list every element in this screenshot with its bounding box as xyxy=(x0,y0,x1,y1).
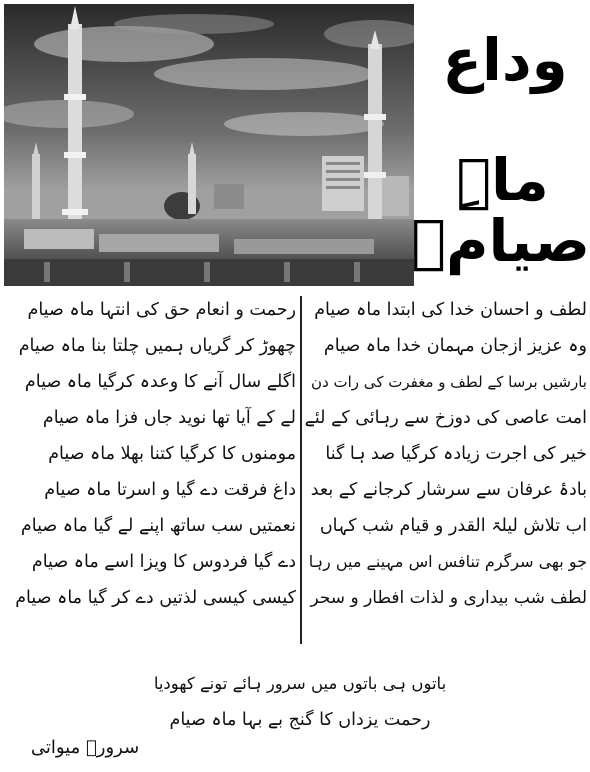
poem-line: اگلے سال آنے کا وعدہ کرگیا ماہ صیام xyxy=(24,372,296,392)
poem-line: مومنوں کا کرگیا کتنا بھلا ماہ صیام xyxy=(48,444,296,464)
poem-line: بادۂ عرفان سے سرشار کرجانے کے بعد xyxy=(310,480,587,500)
poem-line: امت عاصی کی دوزخ سے رہائی کے لئے xyxy=(304,408,587,428)
poet-name: سرورؔ میواتی xyxy=(30,737,140,758)
poem-line: کیسی کیسی لذتیں دے کر گیا ماہ صیام xyxy=(15,588,296,608)
closing-line: باتوں ہی باتوں میں سرور ہائے تونے کھودیا xyxy=(153,674,447,693)
poem-line: بارشیں برسا کے لطف و مغفرت کی رات دن xyxy=(311,373,587,391)
poem-line: اب تلاش لیلۃ القدر و قیام شب کہاں xyxy=(319,516,587,536)
closing-line: رحمت یزداں کا گنج بے بہا ماہ صیام xyxy=(169,710,431,730)
poem-left-column xyxy=(12,292,296,652)
column-divider xyxy=(300,296,302,644)
poem-line: نعمتیں سب ساتھ اپنے لے گیا ماہ صیام xyxy=(20,516,296,536)
poem-line: لے کے آیا تھا نوید جاں فزا ماہ صیام xyxy=(42,408,296,428)
poem-line: خیر کی اجرت زیادہ کرگیا صد ہا گنا xyxy=(325,444,587,464)
closing-couplet xyxy=(150,666,450,738)
poem-line: داغ فرقت دے گیا و اسرتا ماہ صیام xyxy=(44,480,296,500)
poem-line: وہ عزیز ازجان مہمان خدا ماہ صیام xyxy=(323,336,587,356)
mosque-photo xyxy=(4,4,414,286)
poem-line: لطف و احسان خدا کی ابتدا ماہ صیام xyxy=(314,300,587,320)
poem-line: لطف شب بیداری و لذات افطار و سحر xyxy=(310,588,587,608)
poem-line: رحمت و انعام حق کی انتہا ماہ صیام xyxy=(27,300,296,320)
poem-line: چھوڑ کر گریاں ہمیں چلتا بنا ماہ صیام xyxy=(18,336,296,356)
title-line-1: وداع xyxy=(442,26,568,94)
poem-line: جو بھی سرگرم تنافس اس مہینے میں رہا xyxy=(308,552,587,571)
poem-line: دے گیا فردوس کا ویزا اسے ماہ صیام xyxy=(31,552,296,572)
title-line-2: ماہِ صیامؔ xyxy=(411,146,590,275)
poem-right-column xyxy=(305,292,587,652)
mosque-skyline-image xyxy=(4,4,414,286)
